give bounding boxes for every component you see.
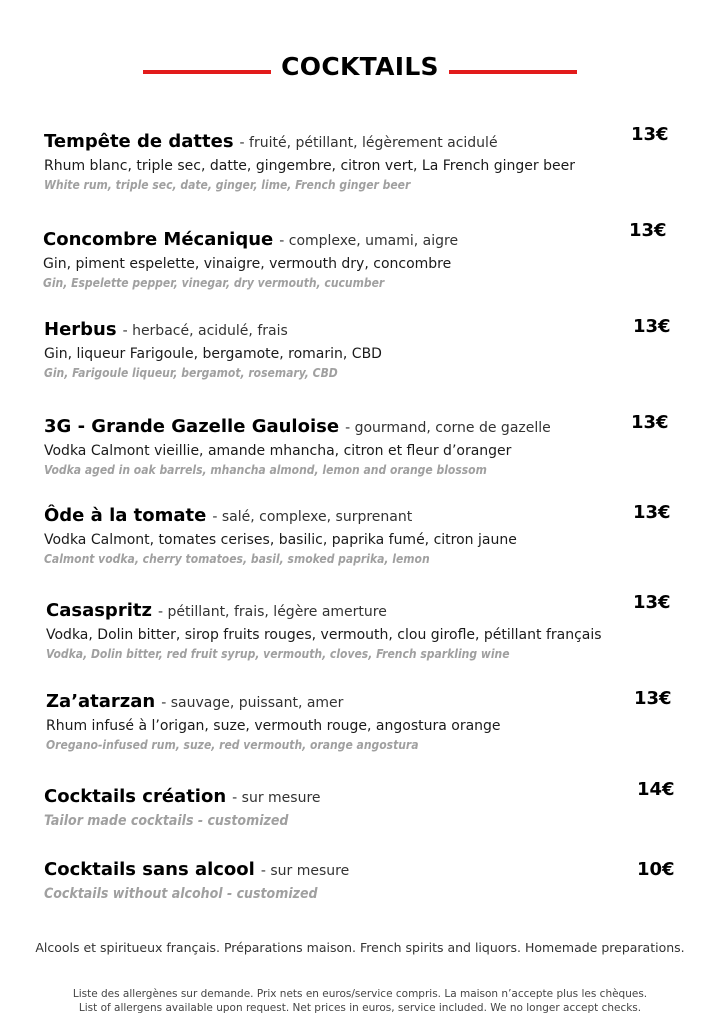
menu-item: [44, 858, 349, 902]
item-name: Ôde à la tomate: [44, 505, 207, 526]
item-ingredients: Gin, liqueur Farigoule, bergamote, romarin, CBD: [44, 346, 382, 362]
menu-item: [46, 599, 602, 662]
item-description: - sur mesure: [232, 790, 321, 806]
menu-item: [46, 690, 501, 753]
item-price: 13€: [629, 220, 667, 241]
item-price: 13€: [631, 412, 669, 433]
item-description: - fruité, pétillant, légèrement acidulé: [239, 135, 498, 151]
footer-legal-fr: Liste des allergènes sur demande. Prix nets en euros/service compris. La maison n’accepte plus les chèques.: [72, 988, 648, 1000]
item-ingredients: Gin, piment espelette, vinaigre, vermouth dry, concombre: [43, 256, 452, 272]
item-translation: Calmont vodka, cherry tomatoes, basil, smoked paprika, lemon: [44, 552, 430, 566]
item-translation: Tailor made cocktails - customized: [44, 813, 289, 829]
item-description: - sur mesure: [260, 863, 350, 879]
item-ingredients: Vodka Calmont, tomates cerises, basilic, paprika fumé, citron jaune: [44, 532, 517, 548]
item-price: 14€: [637, 779, 675, 800]
item-translation: Gin, Espelette pepper, vinegar, dry vermouth, cucumber: [43, 276, 385, 290]
menu-item: [44, 504, 517, 567]
footer-note: Alcools et spiritueux français. Préparations maison. French spirits and liquors. Homemade preparations.: [35, 940, 685, 955]
item-description: - pétillant, frais, légère amerture: [157, 604, 387, 620]
item-ingredients: Vodka Calmont vieillie, amande mhancha, citron et fleur d’oranger: [44, 443, 512, 459]
item-description: - complexe, umami, aigre: [279, 233, 459, 249]
item-translation: White rum, triple sec, date, ginger, lime, French ginger beer: [44, 178, 411, 192]
item-ingredients: Vodka, Dolin bitter, sirop fruits rouges, vermouth, clou girofle, pétillant français: [46, 627, 602, 643]
item-translation: Vodka, Dolin bitter, red fruit syrup, vermouth, cloves, French sparkling wine: [46, 647, 510, 661]
menu-header: [0, 50, 720, 94]
item-description: - herbacé, acidulé, frais: [122, 323, 288, 339]
item-description: - gourmand, corne de gazelle: [345, 420, 551, 436]
item-ingredients: Rhum blanc, triple sec, datte, gingembre, citron vert, La French ginger beer: [44, 158, 575, 174]
item-description: - salé, complexe, surprenant: [212, 509, 413, 525]
item-name: Cocktails création: [44, 786, 227, 807]
item-name: Casaspritz: [46, 600, 152, 621]
item-translation: Oregano-infused rum, suze, red vermouth, orange angostura: [46, 738, 419, 752]
menu-item: [44, 785, 321, 829]
item-translation: Vodka aged in oak barrels, mhancha almond, lemon and orange blossom: [44, 463, 487, 477]
item-price: 13€: [633, 502, 671, 523]
item-name: 3G - Grande Gazelle Gauloise: [44, 416, 340, 437]
menu-item: [43, 228, 458, 291]
header-rule-right: [449, 70, 577, 74]
item-name: Za’atarzan: [46, 691, 156, 712]
footer-legal-en: List of allergens available upon request. Net prices in euros, service included. We no longer accept checks.: [78, 1002, 642, 1014]
item-translation: Gin, Farigoule liqueur, bergamot, rosemary, CBD: [44, 366, 338, 380]
menu-item: [44, 415, 551, 478]
menu-item: [44, 318, 382, 381]
item-price: 13€: [631, 124, 669, 145]
item-description: - sauvage, puissant, amer: [161, 695, 344, 711]
item-price: 10€: [637, 859, 675, 880]
menu-item: [44, 130, 575, 193]
item-name: Cocktails sans alcool: [44, 859, 255, 880]
footer-legal: [0, 987, 720, 1015]
item-name: Tempête de dattes: [44, 131, 234, 152]
item-translation: Cocktails without alcohol - customized: [44, 886, 318, 902]
item-price: 13€: [633, 592, 671, 613]
menu-title: COCKTAILS: [281, 52, 439, 81]
item-name: Herbus: [44, 319, 117, 340]
item-price: 13€: [633, 316, 671, 337]
item-ingredients: Rhum infusé à l’origan, suze, vermouth rouge, angostura orange: [46, 718, 501, 734]
item-price: 13€: [634, 688, 672, 709]
item-name: Concombre Mécanique: [43, 229, 274, 250]
